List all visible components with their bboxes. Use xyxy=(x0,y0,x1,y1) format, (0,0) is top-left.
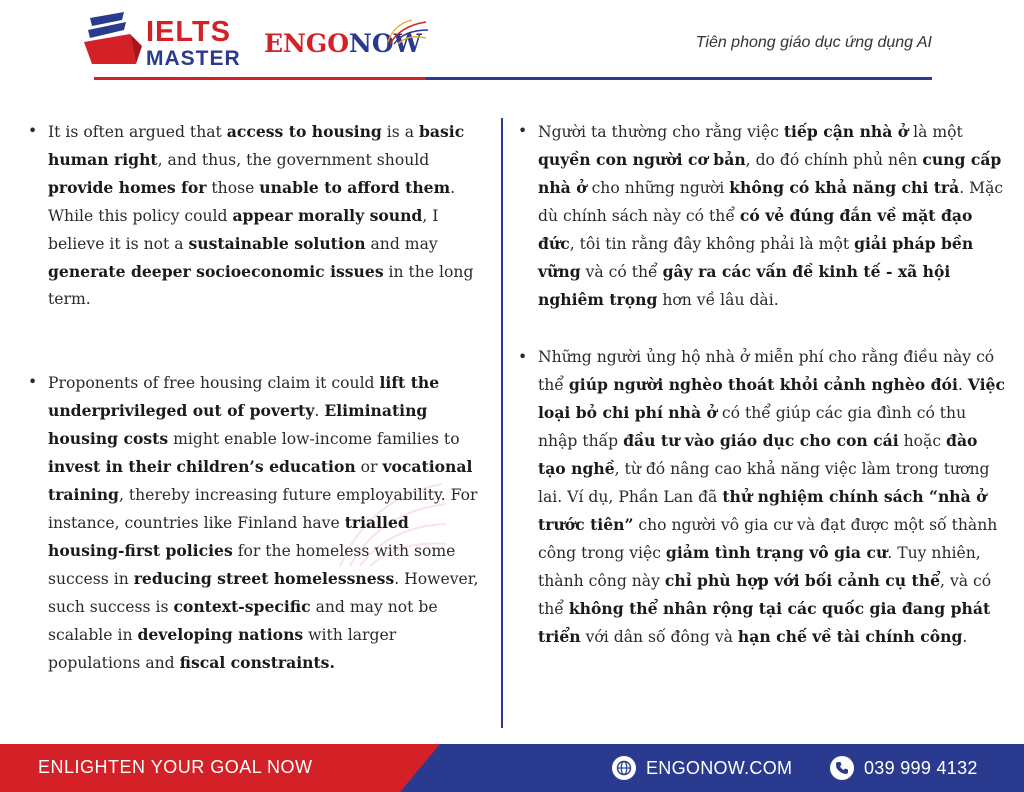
key-phrase: invest in their children’s education xyxy=(48,457,356,476)
logo-master-text: MASTER xyxy=(146,47,241,70)
sunburst-icon xyxy=(386,18,430,46)
bullet-dot: • xyxy=(518,122,528,140)
column-divider xyxy=(501,118,503,728)
key-phrase: unable to afford them xyxy=(259,178,451,197)
text-run: có thể giúp các gia đình có thu nhập thấp xyxy=(538,404,967,450)
text-run: cho những người xyxy=(586,179,730,197)
key-phrase: context-specific xyxy=(173,597,311,616)
key-phrase: basic human right xyxy=(48,122,465,169)
key-phrase: cung cấp nhà ở xyxy=(538,150,1002,197)
text-run: . xyxy=(957,376,968,394)
footer-slogan: ENLIGHTEN YOUR GOAL NOW xyxy=(38,757,313,777)
key-phrase: không thể nhân rộng tại các quốc gia đang phát triển xyxy=(538,599,991,646)
key-phrase: Việc loại bỏ chi phí nhà ở xyxy=(538,375,1005,422)
key-phrase: thử nghiệm chính sách “nhà ở trước tiên” xyxy=(538,487,987,534)
globe-icon xyxy=(612,756,636,780)
key-phrase: appear morally sound xyxy=(232,206,423,225)
key-phrase: provide homes for xyxy=(48,178,207,197)
ielts-master-logo xyxy=(84,12,444,74)
text-run: . Tuy nhiên, thành công này xyxy=(538,544,981,590)
text-run: . xyxy=(962,628,968,646)
text-run: Những người ủng hộ nhà ở miễn phí cho rằng điều này có thể xyxy=(538,348,995,394)
text-run: It is often argued that xyxy=(48,123,227,141)
key-phrase: sustainable solution xyxy=(188,234,366,253)
text-run: Proponents of free housing claim it could xyxy=(48,374,380,392)
key-phrase: access to housing xyxy=(226,122,382,141)
key-phrase: fiscal constraints. xyxy=(179,653,335,672)
text-run: Người ta thường cho rằng việc xyxy=(538,123,784,141)
text-run: hoặc xyxy=(898,432,947,450)
bullet-dot: • xyxy=(28,122,38,140)
text-run: in the long term. xyxy=(48,263,474,308)
text-run: , từ đó nâng cao khả năng việc làm trong tương lai. Ví dụ, Phần Lan đã xyxy=(538,460,990,506)
key-phrase: giảm tình trạng vô gia cư xyxy=(665,543,888,562)
english-paragraph-1-text xyxy=(48,123,473,308)
text-run: cho người vô gia cư và đạt được một số thành công trong việc xyxy=(538,516,998,562)
tagline: Tiên phong giáo dục ứng dụng AI xyxy=(695,34,932,51)
english-paragraph-2-text xyxy=(48,374,478,672)
key-phrase: có vẻ đúng đắn về mặt đạo đức xyxy=(538,206,973,253)
key-phrase: trialled housing-first policies xyxy=(48,513,409,560)
vietnamese-paragraph-1 xyxy=(514,118,1008,314)
key-phrase: lift the underprivileged out of poverty xyxy=(48,373,440,420)
text-run: . However, such success is xyxy=(48,570,479,616)
text-run: , I believe it is not a xyxy=(48,207,439,253)
text-run: might enable low-income families to xyxy=(168,430,460,448)
key-phrase: hạn chế về tài chính công xyxy=(737,627,963,646)
footer-bar xyxy=(0,744,1024,792)
logo-now-part: NOW xyxy=(349,29,422,58)
key-phrase: chỉ phù hợp với bối cảnh cụ thể xyxy=(664,571,941,590)
key-phrase: giúp người nghèo thoát khỏi cảnh nghèo đói xyxy=(568,375,958,394)
text-run: with larger populations and xyxy=(48,626,397,672)
header-divider-red xyxy=(94,77,426,80)
phone-number[interactable]: 039 999 4132 xyxy=(864,757,978,778)
text-run: , thereby increasing future employability. For instance, countries like Finland have xyxy=(48,486,478,532)
phone-icon xyxy=(830,756,854,780)
website-link[interactable]: ENGONOW.COM xyxy=(646,757,793,778)
text-run: and may not be scalable in xyxy=(48,598,438,644)
vietnamese-paragraph-1-text xyxy=(538,123,1003,309)
ielts-logo-mark-icon xyxy=(84,12,146,66)
key-phrase: vocational training xyxy=(48,457,473,504)
key-phrase: reducing street homelessness xyxy=(133,569,395,588)
header-divider-blue xyxy=(426,77,932,80)
vietnamese-paragraph-2 xyxy=(514,344,1008,651)
key-phrase: developing nations xyxy=(137,625,304,644)
text-run: và có thể xyxy=(580,263,663,281)
english-column xyxy=(24,118,490,677)
footer-website[interactable] xyxy=(612,756,792,780)
logo-ielts-text: IELTS xyxy=(146,16,232,48)
vietnamese-column xyxy=(514,118,1008,651)
vietnamese-paragraph-2-text xyxy=(538,348,1005,646)
text-run: với dân số đông và xyxy=(580,628,738,646)
key-phrase: đào tạo nghề xyxy=(538,431,978,478)
text-run: , and thus, the government should xyxy=(157,151,430,169)
key-phrase: tiếp cận nhà ở xyxy=(783,122,909,141)
key-phrase: gây ra các vấn đề kinh tế - xã hội nghiêm trọng xyxy=(538,262,951,309)
key-phrase: generate deeper socioeconomic issues xyxy=(48,262,384,281)
footer-phone[interactable] xyxy=(830,756,978,780)
logo-engo-part: ENGO xyxy=(264,29,350,58)
key-phrase: không có khả năng chi trả xyxy=(729,178,960,197)
text-run: . While this policy could xyxy=(48,179,456,225)
text-run: and may xyxy=(365,235,438,253)
english-paragraph-2 xyxy=(24,369,490,677)
text-run: , và có thể xyxy=(538,572,992,618)
text-run: is a xyxy=(381,123,419,141)
text-run: , do đó chính phủ nên xyxy=(745,151,923,169)
text-run: for the homeless with some success in xyxy=(48,542,456,588)
key-phrase: đầu tư vào giáo dục cho con cái xyxy=(623,431,899,450)
key-phrase: quyền con người cơ bản xyxy=(538,150,746,169)
text-run: . Mặc dù chính sách này có thể xyxy=(538,179,1004,225)
text-run: hơn về lâu dài. xyxy=(657,291,779,309)
text-run: or xyxy=(355,458,383,476)
text-run: , tôi tin rằng đây không phải là một xyxy=(569,235,855,253)
bullet-dot: • xyxy=(28,373,38,391)
text-run: those xyxy=(206,179,260,197)
text-run: . xyxy=(314,402,325,420)
bullet-dot: • xyxy=(518,348,528,366)
key-phrase: Eliminating housing costs xyxy=(48,401,428,448)
english-paragraph-1 xyxy=(24,118,490,313)
key-phrase: giải pháp bền vững xyxy=(538,234,974,281)
text-run: là một xyxy=(908,123,963,141)
